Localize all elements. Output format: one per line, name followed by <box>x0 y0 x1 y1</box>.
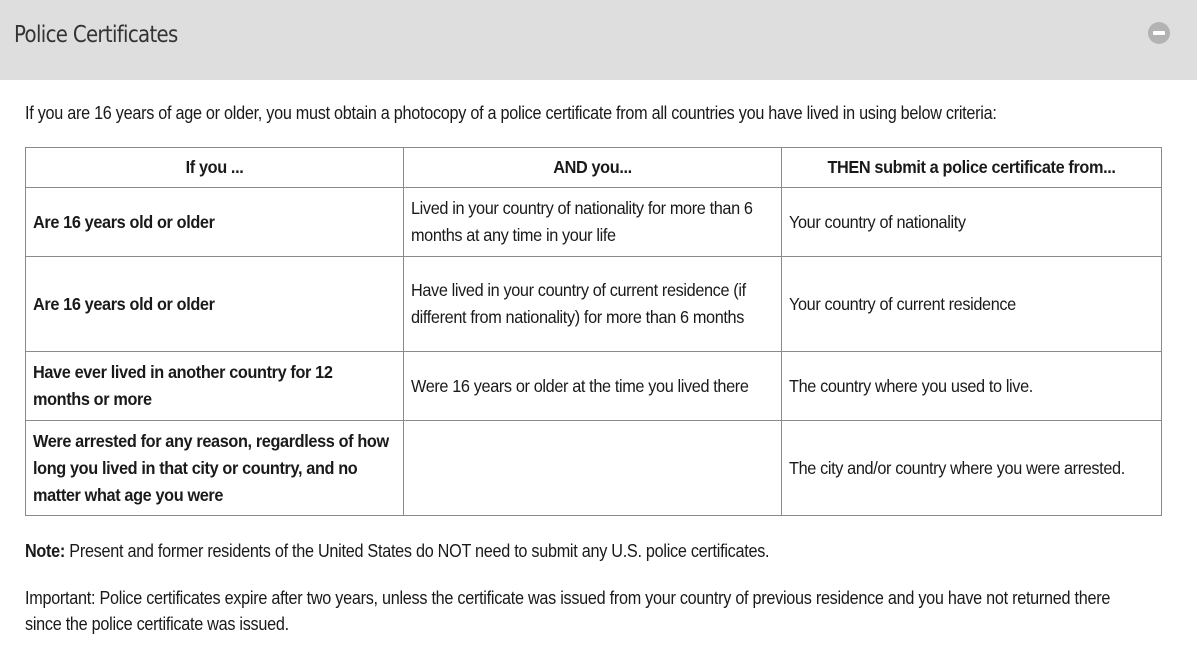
condition-cell: Have ever lived in another country for 12 months or more <box>26 352 404 421</box>
note-text <box>25 539 769 563</box>
note-label: Note: <box>25 541 66 561</box>
table-row <box>26 188 1162 257</box>
condition-cell: Are 16 years old or older <box>26 188 404 257</box>
condition-cell: Are 16 years old or older <box>26 257 404 352</box>
condition-cell: Were arrested for any reason, regardless of how long you lived in that city or country, and no matter what age you were <box>26 421 404 516</box>
table-row <box>26 421 1162 516</box>
section-title: Police Certificates <box>14 22 178 48</box>
note-body: Present and former residents of the United States do NOT need to submit any U.S. police certificates. <box>65 541 770 561</box>
minus-circle-icon[interactable] <box>1148 22 1170 44</box>
column-header: AND you... <box>404 148 782 188</box>
section-header[interactable] <box>0 0 1197 80</box>
submit-from-cell: The country where you used to live. <box>782 352 1162 421</box>
criteria-table <box>25 147 1162 516</box>
requirement-cell: Lived in your country of nationality for more than 6 months at any time in your life <box>404 188 782 257</box>
table-row <box>26 352 1162 421</box>
table-row <box>26 257 1162 352</box>
requirement-cell: Have lived in your country of current residence (if different from nationality) for more than 6 months <box>404 257 782 352</box>
column-header: If you ... <box>26 148 404 188</box>
submit-from-cell: Your country of current residence <box>782 257 1162 352</box>
column-header: THEN submit a police certificate from... <box>782 148 1162 188</box>
requirement-cell <box>404 421 782 516</box>
intro-text: If you are 16 years of age or older, you must obtain a photocopy of a police certificate from all countries you have lived in using below criteria: <box>25 103 997 123</box>
submit-from-cell: Your country of nationality <box>782 188 1162 257</box>
table-header-row <box>26 148 1162 188</box>
requirement-cell: Were 16 years or older at the time you lived there <box>404 352 782 421</box>
submit-from-cell: The city and/or country where you were arrested. <box>782 421 1162 516</box>
important-text: Important: Police certificates expire after two years, unless the certificate was issued from your country of previous residence and you have not returned there since the police certificate was issued. <box>25 588 1111 634</box>
